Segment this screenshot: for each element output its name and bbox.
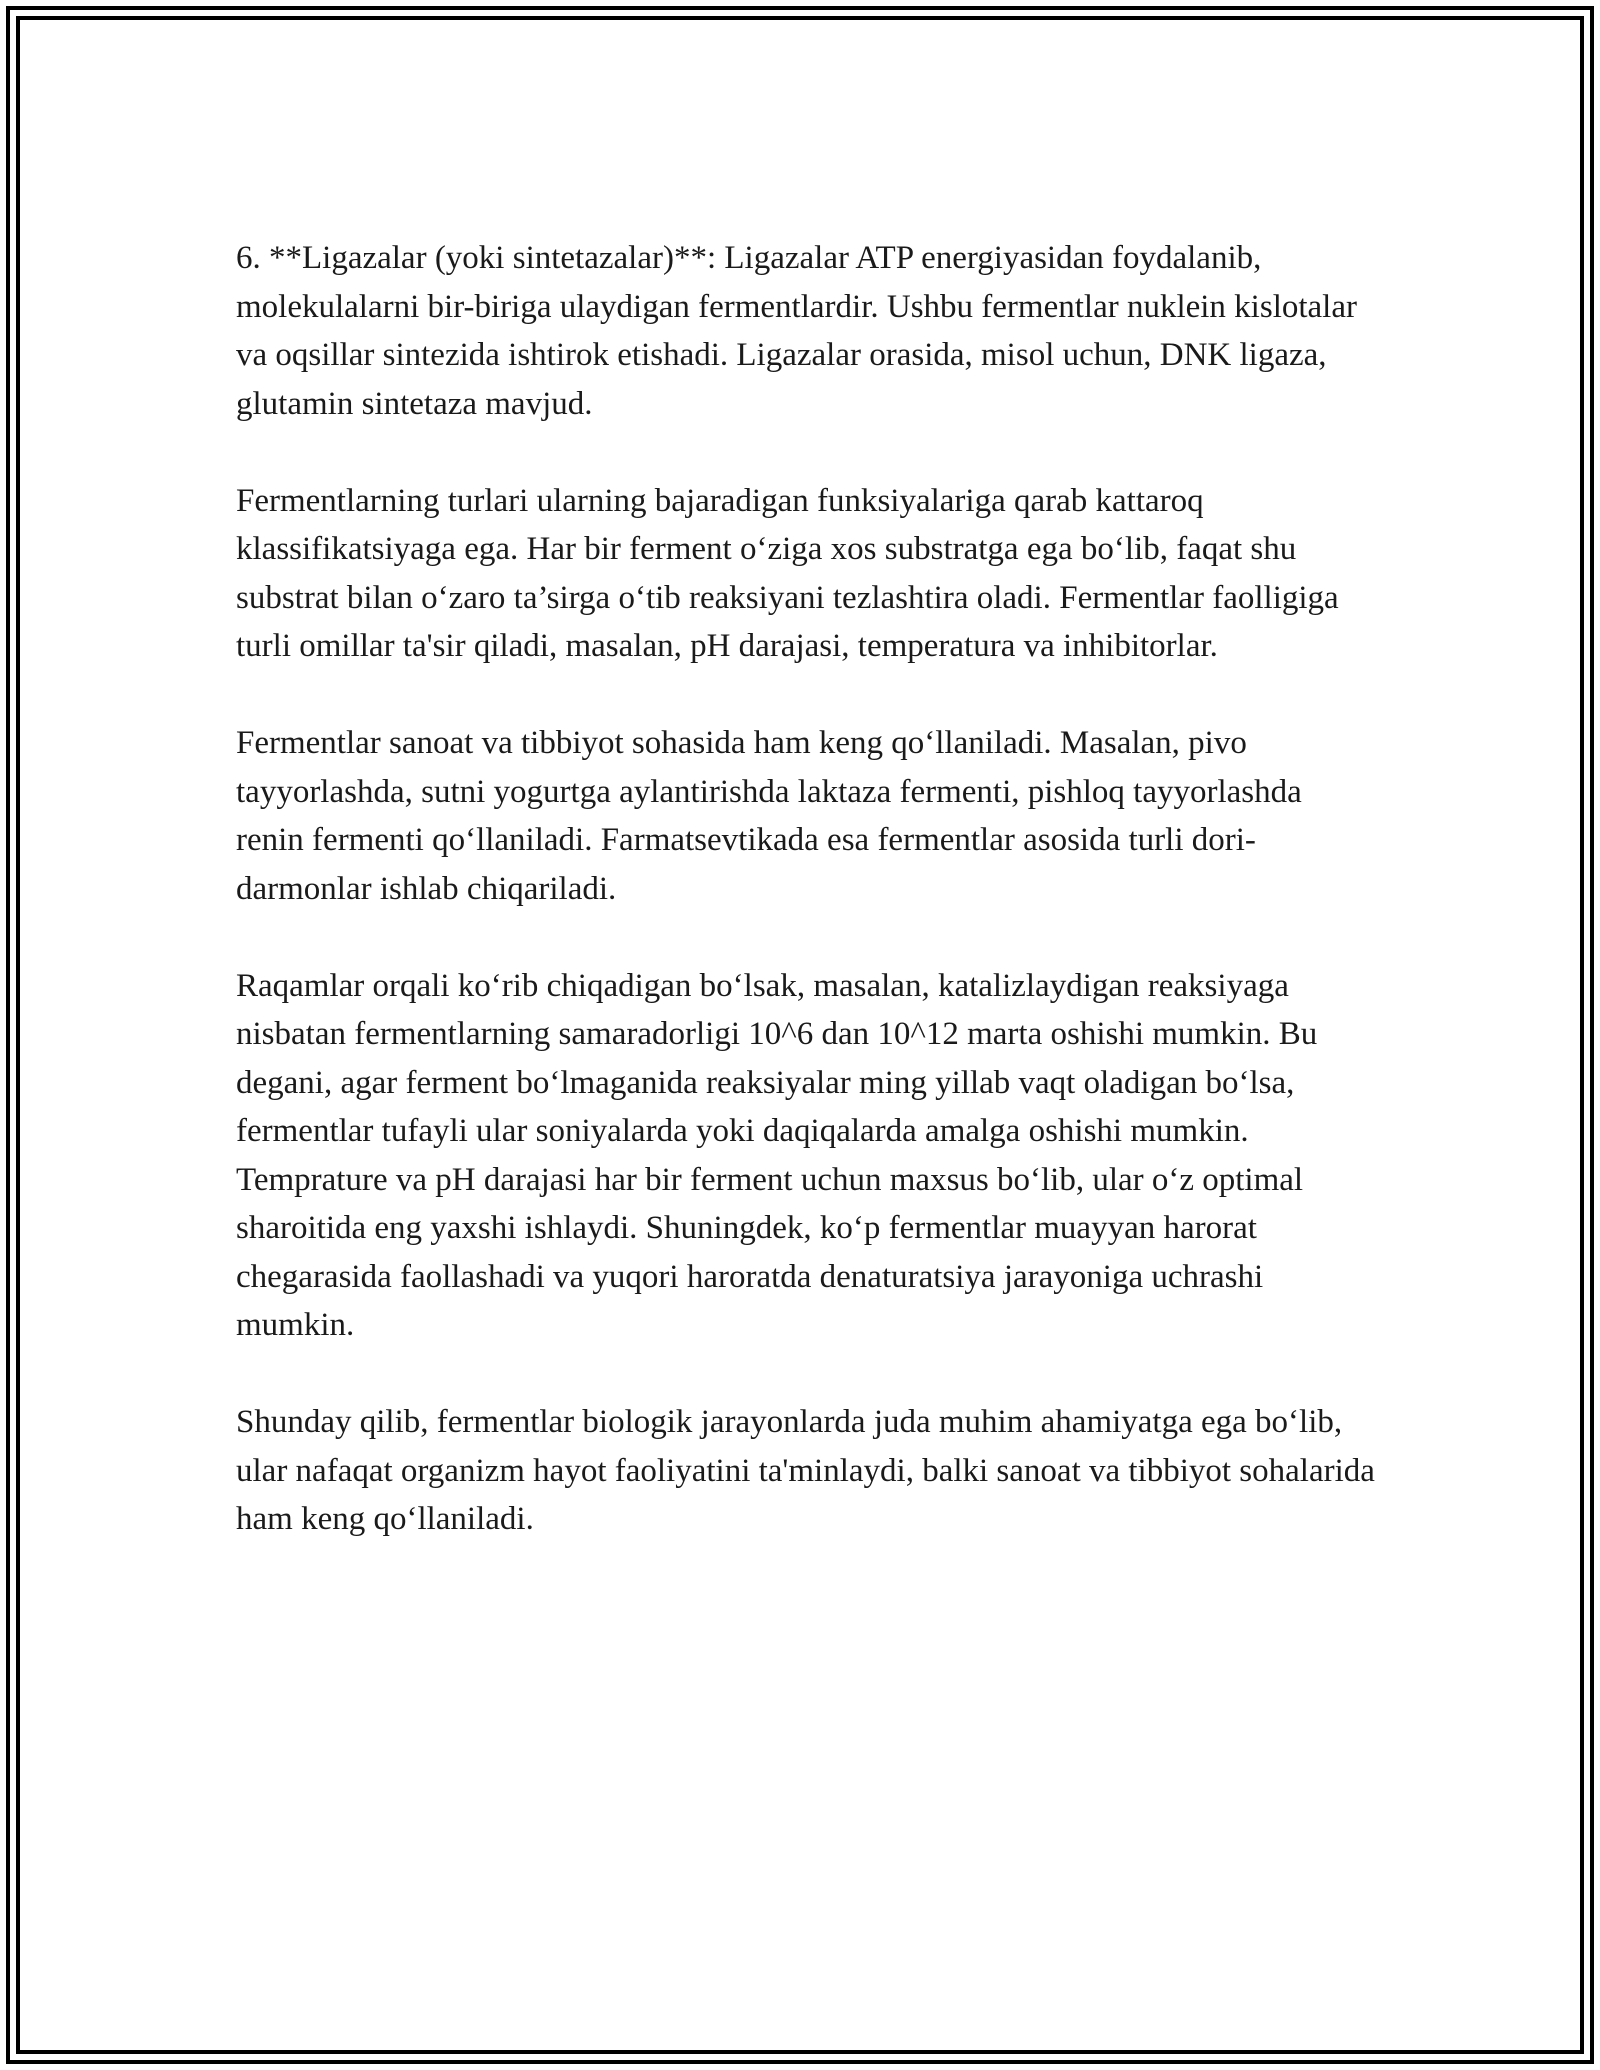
paragraph-raqamlar: Raqamlar orqali ko‘rib chiqadigan bo‘lsak, masalan, katalizlaydigan reaksiyaga nisbatan fermentlarning samaradorligi 10^6 dan 10^12 marta oshishi mumkin. Bu degani, agar ferment bo‘lmaganida reaksiyalar ming yillab vaqt oladigan bo‘lsa, fermentlar tufayli ular soniyalarda yoki daqiqalarda amalga oshishi mumkin. Temprature va pH darajasi har bir ferment uchun maxsus bo‘lib, ular o‘z optimal sharoitida eng yaxshi ishlaydi. Shuningdek, ko‘p fermentlar muayyan harorat chegarasida faollashadi va yuqori haroratda denaturatsiya jarayoniga uchrashi mumkin. bbox=[236, 967, 1318, 1343]
paragraph-ferment-turlari: Fermentlarning turlari ularning bajaradigan funksiyalariga qarab kattaroq klassifikatsiyaga ega. Har bir ferment o‘ziga xos substratga ega bo‘lib, faqat shu substrat bilan o‘zaro ta’sirga o‘tib reaksiyani tezlashtira oladi. Fermentlar faolligiga turli omillar ta'sir qiladi, masalan, pH darajasi, temperatura va inhibitorlar. bbox=[236, 482, 1339, 664]
paragraph-xulosa: Shunday qilib, fermentlar biologik jarayonlarda juda muhim ahamiyatga ega bo‘lib, ular nafaqat organizm hayot faoliyatini ta'minlaydi, balki sanoat va tibbiyot sohalarida ham keng qo‘llaniladi. bbox=[236, 1404, 1375, 1537]
document-body bbox=[236, 234, 1376, 1592]
paragraph-sanoat-tibbiyot: Fermentlar sanoat va tibbiyot sohasida ham keng qo‘llaniladi. Masalan, pivo tayyorlashda, sutni yogurtga aylantirishda laktaza fermenti, pishloq tayyorlashda renin fermenti qo‘llaniladi. Farmatsevtikada esa fermentlar asosida turli dori-darmonlar ishlab chiqariladi. bbox=[236, 725, 1302, 907]
paragraph-ligazalar: 6. **Ligazalar (yoki sintetazalar)**: Ligazalar ATP energiyasidan foydalanib, molekulalarni bir-biriga ulaydigan fermentlardir. Ushbu fermentlar nuklein kislotalar va oqsillar sintezida ishtirok etishadi. Ligazalar orasida, misol uchun, DNK ligaza, glutamin sintetaza mavjud. bbox=[236, 240, 1357, 422]
